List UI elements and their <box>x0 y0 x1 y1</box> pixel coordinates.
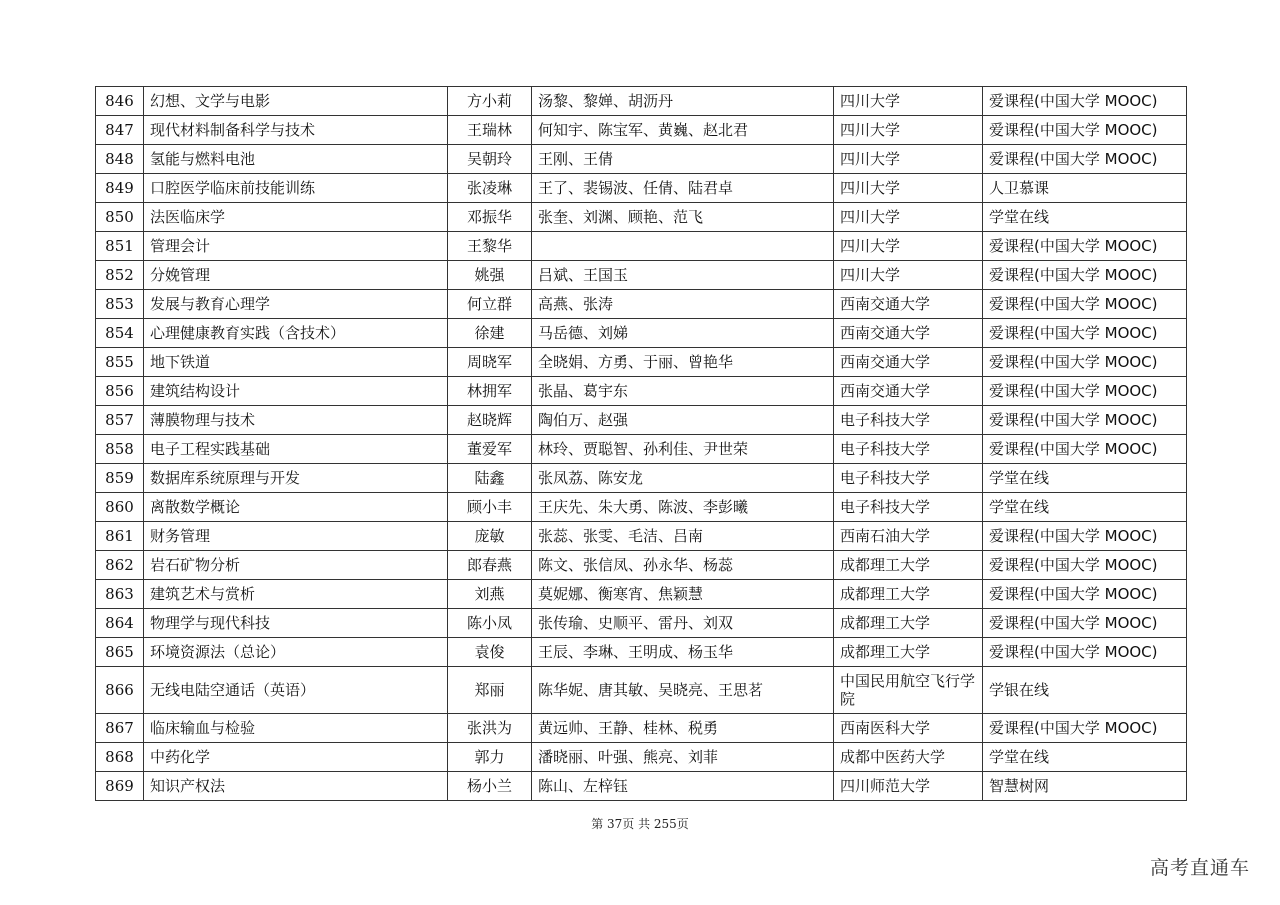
platform-cell: 爱课程(中国大学 MOOC) <box>983 714 1187 743</box>
table-row <box>96 145 1187 174</box>
course-name-cell: 分娩管理 <box>144 261 448 290</box>
row-number-cell: 852 <box>96 261 144 290</box>
university-cell: 四川大学 <box>834 116 983 145</box>
course-lead-cell: 陈小凤 <box>448 609 532 638</box>
table-row <box>96 551 1187 580</box>
table-row <box>96 87 1187 116</box>
team-members-cell: 张传瑜、史顺平、雷丹、刘双 <box>532 609 834 638</box>
team-members-cell <box>532 232 834 261</box>
platform-cell: 爱课程(中国大学 MOOC) <box>983 290 1187 319</box>
course-lead-cell: 袁俊 <box>448 638 532 667</box>
course-lead-cell: 郑丽 <box>448 667 532 714</box>
university-cell: 成都理工大学 <box>834 609 983 638</box>
platform-cell: 学堂在线 <box>983 464 1187 493</box>
table-row <box>96 772 1187 801</box>
table-row <box>96 406 1187 435</box>
course-list-sheet <box>95 86 1186 801</box>
team-members-cell: 林玲、贾聪智、孙利佳、尹世荣 <box>532 435 834 464</box>
university-cell: 西南交通大学 <box>834 377 983 406</box>
team-members-cell: 莫妮娜、衡寒宵、焦颖慧 <box>532 580 834 609</box>
course-name-cell: 知识产权法 <box>144 772 448 801</box>
course-name-cell: 无线电陆空通话（英语） <box>144 667 448 714</box>
university-cell: 四川大学 <box>834 145 983 174</box>
team-members-cell: 张蕊、张雯、毛洁、吕南 <box>532 522 834 551</box>
row-number-cell: 847 <box>96 116 144 145</box>
course-name-cell: 薄膜物理与技术 <box>144 406 448 435</box>
platform-cell: 爱课程(中国大学 MOOC) <box>983 551 1187 580</box>
platform-cell: 爱课程(中国大学 MOOC) <box>983 406 1187 435</box>
course-lead-cell: 杨小兰 <box>448 772 532 801</box>
university-cell: 四川大学 <box>834 174 983 203</box>
row-number-cell: 850 <box>96 203 144 232</box>
row-number-cell: 861 <box>96 522 144 551</box>
table-row <box>96 261 1187 290</box>
course-name-cell: 幻想、文学与电影 <box>144 87 448 116</box>
row-number-cell: 859 <box>96 464 144 493</box>
university-cell: 四川大学 <box>834 261 983 290</box>
row-number-cell: 857 <box>96 406 144 435</box>
university-cell: 四川大学 <box>834 87 983 116</box>
university-cell: 西南交通大学 <box>834 290 983 319</box>
university-cell: 电子科技大学 <box>834 464 983 493</box>
table-row <box>96 377 1187 406</box>
course-name-cell: 岩石矿物分析 <box>144 551 448 580</box>
table-row <box>96 667 1187 714</box>
table-row <box>96 493 1187 522</box>
course-name-cell: 建筑结构设计 <box>144 377 448 406</box>
course-lead-cell: 郎春燕 <box>448 551 532 580</box>
course-name-cell: 发展与教育心理学 <box>144 290 448 319</box>
course-lead-cell: 张洪为 <box>448 714 532 743</box>
watermark-text: 高考直通车 <box>1149 857 1250 879</box>
university-cell: 中国民用航空飞行学院 <box>834 667 983 714</box>
university-cell: 成都理工大学 <box>834 580 983 609</box>
course-name-cell: 心理健康教育实践（含技术） <box>144 319 448 348</box>
team-members-cell: 吕斌、王国玉 <box>532 261 834 290</box>
course-lead-cell: 刘燕 <box>448 580 532 609</box>
university-cell: 西南医科大学 <box>834 714 983 743</box>
team-members-cell: 张奎、刘渊、顾艳、范飞 <box>532 203 834 232</box>
platform-cell: 智慧树网 <box>983 772 1187 801</box>
university-cell: 四川师范大学 <box>834 772 983 801</box>
university-cell: 四川大学 <box>834 232 983 261</box>
university-cell: 成都理工大学 <box>834 638 983 667</box>
table-row <box>96 714 1187 743</box>
row-number-cell: 855 <box>96 348 144 377</box>
table-row <box>96 464 1187 493</box>
row-number-cell: 849 <box>96 174 144 203</box>
table-row <box>96 319 1187 348</box>
course-name-cell: 电子工程实践基础 <box>144 435 448 464</box>
university-cell: 西南交通大学 <box>834 319 983 348</box>
platform-cell: 爱课程(中国大学 MOOC) <box>983 522 1187 551</box>
course-lead-cell: 王黎华 <box>448 232 532 261</box>
row-number-cell: 846 <box>96 87 144 116</box>
team-members-cell: 高燕、张涛 <box>532 290 834 319</box>
table-row <box>96 522 1187 551</box>
course-name-cell: 财务管理 <box>144 522 448 551</box>
row-number-cell: 864 <box>96 609 144 638</box>
row-number-cell: 866 <box>96 667 144 714</box>
table-row <box>96 348 1187 377</box>
course-lead-cell: 方小莉 <box>448 87 532 116</box>
course-lead-cell: 王瑞林 <box>448 116 532 145</box>
row-number-cell: 858 <box>96 435 144 464</box>
course-name-cell: 数据库系统原理与开发 <box>144 464 448 493</box>
university-cell: 四川大学 <box>834 203 983 232</box>
platform-cell: 爱课程(中国大学 MOOC) <box>983 145 1187 174</box>
team-members-cell: 张晶、葛宇东 <box>532 377 834 406</box>
platform-cell: 爱课程(中国大学 MOOC) <box>983 377 1187 406</box>
row-number-cell: 862 <box>96 551 144 580</box>
row-number-cell: 851 <box>96 232 144 261</box>
table-row <box>96 435 1187 464</box>
course-lead-cell: 张凌琳 <box>448 174 532 203</box>
course-name-cell: 临床输血与检验 <box>144 714 448 743</box>
team-members-cell: 陈华妮、唐其敏、吴晓亮、王思茗 <box>532 667 834 714</box>
row-number-cell: 854 <box>96 319 144 348</box>
team-members-cell: 黄远帅、王静、桂林、税勇 <box>532 714 834 743</box>
row-number-cell: 867 <box>96 714 144 743</box>
course-lead-cell: 林拥军 <box>448 377 532 406</box>
platform-cell: 爱课程(中国大学 MOOC) <box>983 580 1187 609</box>
row-number-cell: 856 <box>96 377 144 406</box>
platform-cell: 爱课程(中国大学 MOOC) <box>983 348 1187 377</box>
course-name-cell: 现代材料制备科学与技术 <box>144 116 448 145</box>
course-table <box>95 86 1187 801</box>
course-table-body <box>96 87 1187 801</box>
table-row <box>96 609 1187 638</box>
row-number-cell: 868 <box>96 743 144 772</box>
team-members-cell: 王辰、李琳、王明成、杨玉华 <box>532 638 834 667</box>
course-lead-cell: 郭力 <box>448 743 532 772</box>
course-lead-cell: 何立群 <box>448 290 532 319</box>
row-number-cell: 865 <box>96 638 144 667</box>
university-cell: 电子科技大学 <box>834 493 983 522</box>
page-number-footer: 第 37页 共 255页 <box>591 817 689 831</box>
course-lead-cell: 周晓军 <box>448 348 532 377</box>
course-lead-cell: 姚强 <box>448 261 532 290</box>
row-number-cell: 860 <box>96 493 144 522</box>
team-members-cell: 陈文、张信凤、孙永华、杨蕊 <box>532 551 834 580</box>
row-number-cell: 848 <box>96 145 144 174</box>
table-row <box>96 638 1187 667</box>
course-lead-cell: 吴朝玲 <box>448 145 532 174</box>
university-cell: 成都中医药大学 <box>834 743 983 772</box>
platform-cell: 爱课程(中国大学 MOOC) <box>983 261 1187 290</box>
course-lead-cell: 庞敏 <box>448 522 532 551</box>
row-number-cell: 853 <box>96 290 144 319</box>
platform-cell: 爱课程(中国大学 MOOC) <box>983 609 1187 638</box>
platform-cell: 学银在线 <box>983 667 1187 714</box>
university-cell: 西南交通大学 <box>834 348 983 377</box>
platform-cell: 人卫慕课 <box>983 174 1187 203</box>
course-name-cell: 法医临床学 <box>144 203 448 232</box>
platform-cell: 爱课程(中国大学 MOOC) <box>983 638 1187 667</box>
platform-cell: 爱课程(中国大学 MOOC) <box>983 435 1187 464</box>
platform-cell: 学堂在线 <box>983 203 1187 232</box>
course-name-cell: 建筑艺术与赏析 <box>144 580 448 609</box>
course-name-cell: 物理学与现代科技 <box>144 609 448 638</box>
table-row <box>96 743 1187 772</box>
platform-cell: 学堂在线 <box>983 743 1187 772</box>
course-lead-cell: 赵晓辉 <box>448 406 532 435</box>
platform-cell: 爱课程(中国大学 MOOC) <box>983 319 1187 348</box>
team-members-cell: 陶伯万、赵强 <box>532 406 834 435</box>
team-members-cell: 全晓娟、方勇、于丽、曾艳华 <box>532 348 834 377</box>
team-members-cell: 汤黎、黎婵、胡沥丹 <box>532 87 834 116</box>
row-number-cell: 869 <box>96 772 144 801</box>
course-name-cell: 氢能与燃料电池 <box>144 145 448 174</box>
course-name-cell: 管理会计 <box>144 232 448 261</box>
table-row <box>96 232 1187 261</box>
table-row <box>96 203 1187 232</box>
table-row <box>96 174 1187 203</box>
course-name-cell: 口腔医学临床前技能训练 <box>144 174 448 203</box>
course-lead-cell: 董爱军 <box>448 435 532 464</box>
team-members-cell: 马岳德、刘娣 <box>532 319 834 348</box>
platform-cell: 爱课程(中国大学 MOOC) <box>983 87 1187 116</box>
course-lead-cell: 邓振华 <box>448 203 532 232</box>
course-lead-cell: 徐建 <box>448 319 532 348</box>
university-cell: 成都理工大学 <box>834 551 983 580</box>
course-name-cell: 环境资源法（总论） <box>144 638 448 667</box>
platform-cell: 爱课程(中国大学 MOOC) <box>983 232 1187 261</box>
row-number-cell: 863 <box>96 580 144 609</box>
team-members-cell: 王了、裴锡波、任倩、陆君卓 <box>532 174 834 203</box>
platform-cell: 爱课程(中国大学 MOOC) <box>983 116 1187 145</box>
course-name-cell: 离散数学概论 <box>144 493 448 522</box>
team-members-cell: 王刚、王倩 <box>532 145 834 174</box>
university-cell: 电子科技大学 <box>834 406 983 435</box>
course-lead-cell: 顾小丰 <box>448 493 532 522</box>
team-members-cell: 张凤荔、陈安龙 <box>532 464 834 493</box>
course-lead-cell: 陆鑫 <box>448 464 532 493</box>
team-members-cell: 何知宇、陈宝军、黄巍、赵北君 <box>532 116 834 145</box>
table-row <box>96 580 1187 609</box>
team-members-cell: 潘晓丽、叶强、熊亮、刘菲 <box>532 743 834 772</box>
course-name-cell: 地下铁道 <box>144 348 448 377</box>
platform-cell: 学堂在线 <box>983 493 1187 522</box>
university-cell: 西南石油大学 <box>834 522 983 551</box>
team-members-cell: 陈山、左梓钰 <box>532 772 834 801</box>
course-name-cell: 中药化学 <box>144 743 448 772</box>
team-members-cell: 王庆先、朱大勇、陈波、李彭曦 <box>532 493 834 522</box>
university-cell: 电子科技大学 <box>834 435 983 464</box>
table-row <box>96 116 1187 145</box>
table-row <box>96 290 1187 319</box>
